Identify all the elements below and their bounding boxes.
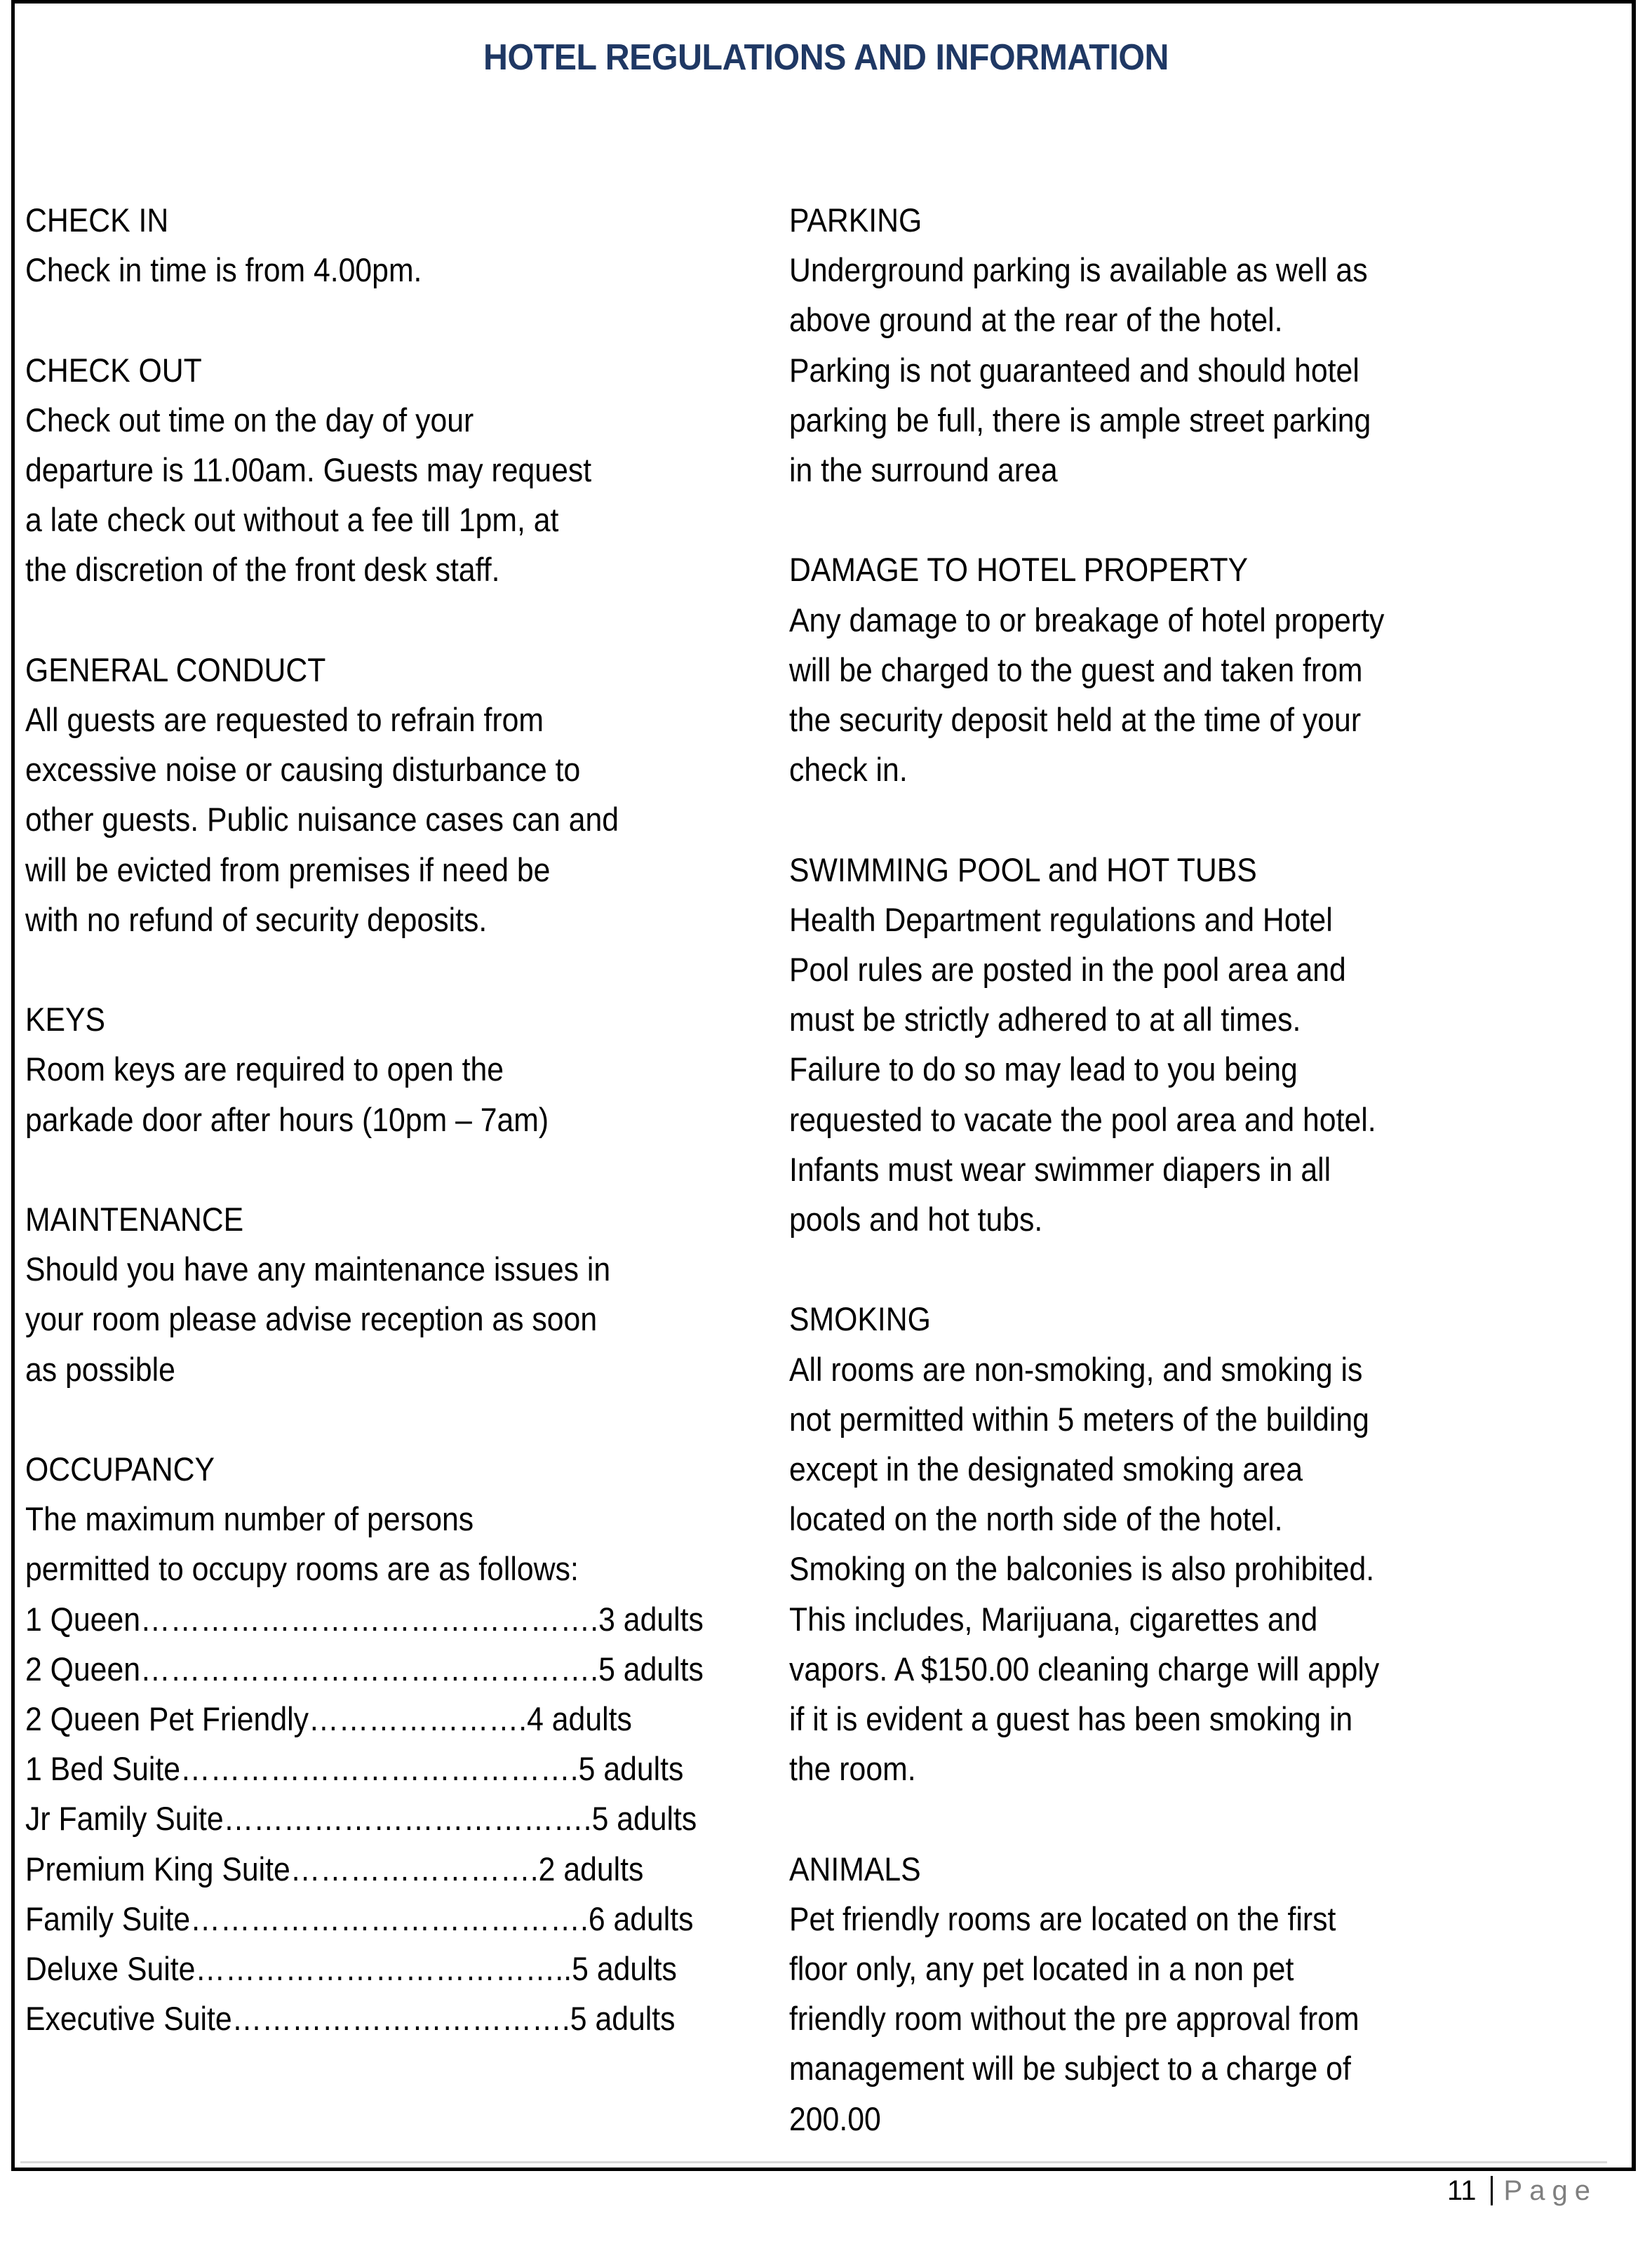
section-heading: OCCUPANCY [25, 1451, 215, 1488]
section-text-line: All rooms are non-smoking, and smoking is [789, 1351, 1363, 1389]
page-separator [1491, 2176, 1493, 2205]
section-general-conduct [25, 646, 769, 945]
section-text-line: permitted to occupy rooms are as follows: [25, 1551, 579, 1589]
section-text-line: Failure to do so may lead to you being [789, 1051, 1298, 1089]
dot-leader: ………………………………………. [140, 1601, 599, 1638]
section-text-line: Pool rules are posted in the pool area and [789, 951, 1346, 989]
section-text-line: in the surround area [789, 452, 1058, 490]
room-type: Jr Family Suite [25, 1801, 224, 1838]
room-capacity: 5 adults [598, 1650, 704, 1688]
section-text-line: departure is 11.00am. Guests may request [25, 452, 592, 489]
right-column [789, 196, 1617, 2194]
occupancy-row [25, 1895, 694, 1944]
room-capacity: 5 adults [570, 2001, 676, 2038]
section-text-line: will be evicted from premises if need be [25, 851, 551, 889]
section-text-line: as possible [25, 1351, 175, 1389]
left-column [25, 196, 769, 2044]
section-text-line: above ground at the rear of the hotel. [789, 302, 1283, 340]
section-text-line: Smoking on the balconies is also prohibited. [789, 1551, 1375, 1589]
section-text-line: vapors. A $150.00 cleaning charge will apply [789, 1650, 1380, 1688]
section-text-line: All guests are requested to refrain from [25, 702, 544, 739]
section-text-line: located on the north side of the hotel. [789, 1501, 1283, 1539]
dot-leader: ……………………………….. [195, 1951, 572, 1989]
section-text-line: floor only, any pet located in a non pet [789, 1951, 1294, 1989]
section-damage-to-hotel-property [789, 545, 1617, 795]
section-heading: SMOKING [789, 1301, 931, 1339]
room-type: Premium King Suite [25, 1850, 290, 1888]
section-text-line: parkade door after hours (10pm – 7am) [25, 1101, 549, 1139]
section-text-line: Health Department regulations and Hotel [789, 901, 1333, 939]
section-text-line: excessive noise or causing disturbance to [25, 752, 581, 789]
occupancy-row [25, 1845, 694, 1895]
dot-leader: …………………. [308, 1701, 528, 1739]
section-occupancy [25, 1445, 769, 2044]
section-text-line: the room. [789, 1751, 916, 1789]
section-text-line: the security deposit held at the time of your [789, 702, 1362, 740]
section-text-line: Room keys are required to open the [25, 1051, 504, 1089]
section-heading: GENERAL CONDUCT [25, 651, 326, 689]
section-heading: KEYS [25, 1001, 106, 1039]
section-heading: ANIMALS [789, 1850, 921, 1888]
section-maintenance [25, 1195, 769, 1395]
section-smoking [789, 1295, 1617, 1794]
section-heading: CHECK IN [25, 202, 169, 239]
section-text-line: parking be full, there is ample street parking [789, 401, 1371, 439]
section-heading: DAMAGE TO HOTEL PROPERTY [789, 552, 1249, 589]
page-number: 11 [1447, 2175, 1477, 2206]
section-text-line: Pet friendly rooms are located on the first [789, 1900, 1336, 1938]
page-number-footer [1447, 2174, 1597, 2208]
section-keys [25, 995, 769, 1145]
section-text-line: management will be subject to a charge of [789, 2050, 1351, 2088]
section-text-line: 200.00 [789, 2100, 881, 2138]
section-text-line: friendly room without the pre approval from [789, 2001, 1359, 2038]
section-text-line: This includes, Marijuana, cigarettes and [789, 1601, 1318, 1638]
section-text-line: will be charged to the guest and taken from [789, 651, 1363, 689]
section-parking [789, 196, 1617, 495]
room-capacity: 5 adults [591, 1801, 697, 1838]
occupancy-row [25, 1944, 694, 1994]
section-check-in [25, 196, 769, 295]
section-animals [789, 1845, 1617, 2144]
section-text-line: a late check out without a fee till 1pm, at [25, 502, 559, 540]
section-text-line: Should you have any maintenance issues in [25, 1251, 611, 1289]
section-text-line: check in. [789, 752, 908, 789]
occupancy-row [25, 1744, 694, 1794]
section-heading: MAINTENANCE [25, 1201, 244, 1238]
section-text-line: not permitted within 5 meters of the building [789, 1401, 1369, 1438]
occupancy-row [25, 1645, 704, 1695]
section-heading: SWIMMING POOL and HOT TUBS [789, 851, 1257, 889]
section-text-line: requested to vacate the pool area and hotel. [789, 1101, 1376, 1139]
section-heading: CHECK OUT [25, 352, 202, 389]
section-text-line: except in the designated smoking area [789, 1451, 1303, 1489]
room-capacity: 6 adults [588, 1900, 694, 1938]
section-text-line: other guests. Public nuisance cases can and [25, 801, 619, 839]
section-text-line: Underground parking is available as well as [789, 252, 1368, 290]
room-capacity: 5 adults [572, 1951, 677, 1989]
dot-leader: ………………………………………. [140, 1650, 599, 1688]
dot-leader: …………………………………. [190, 1900, 589, 1938]
section-text-line: Parking is not guaranteed and should hotel [789, 352, 1359, 389]
room-type: Executive Suite [25, 2001, 232, 2038]
room-type: Family Suite [25, 1900, 191, 1938]
room-capacity: 2 adults [538, 1850, 644, 1888]
occupancy-row [25, 1595, 704, 1645]
room-capacity: 3 adults [598, 1601, 704, 1638]
occupancy-row [25, 1794, 697, 1844]
dot-leader: ………………………………. [223, 1801, 592, 1838]
room-type: 2 Queen Pet Friendly [25, 1701, 309, 1739]
room-type: 1 Bed Suite [25, 1751, 181, 1789]
dot-leader: ……………………. [290, 1850, 539, 1888]
room-capacity: 5 adults [578, 1751, 684, 1789]
dot-leader: …………………………………. [180, 1751, 579, 1789]
section-swimming-pool-and-hot-tubs [789, 846, 1617, 1245]
section-text-line: the discretion of the front desk staff. [25, 552, 500, 589]
section-text-line: with no refund of security deposits. [25, 901, 488, 939]
room-type: 2 Queen [25, 1650, 141, 1688]
section-text-line: must be strictly adhered to at all times. [789, 1001, 1301, 1039]
section-check-out [25, 346, 769, 596]
room-type: Deluxe Suite [25, 1951, 196, 1989]
section-text-line: Check out time on the day of your [25, 401, 474, 439]
page-label: Page [1503, 2175, 1597, 2206]
section-heading: PARKING [789, 202, 922, 239]
room-type: 1 Queen [25, 1601, 141, 1638]
section-text-line: if it is evident a guest has been smoking in [789, 1701, 1353, 1739]
dot-leader: ……………………………. [231, 2001, 570, 2038]
section-text-line: Any damage to or breakage of hotel property [789, 601, 1385, 639]
section-text-line: pools and hot tubs. [789, 1201, 1043, 1239]
section-text-line: your room please advise reception as soon [25, 1301, 598, 1339]
room-capacity: 4 adults [527, 1701, 632, 1739]
occupancy-row [25, 1994, 694, 2044]
page-title: HOTEL REGULATIONS AND INFORMATION [483, 37, 1169, 78]
section-text-line: Check in time is from 4.00pm. [25, 252, 422, 290]
section-text-line: The maximum number of persons [25, 1501, 474, 1539]
occupancy-row [25, 1695, 694, 1744]
section-text-line: Infants must wear swimmer diapers in all [789, 1151, 1331, 1189]
